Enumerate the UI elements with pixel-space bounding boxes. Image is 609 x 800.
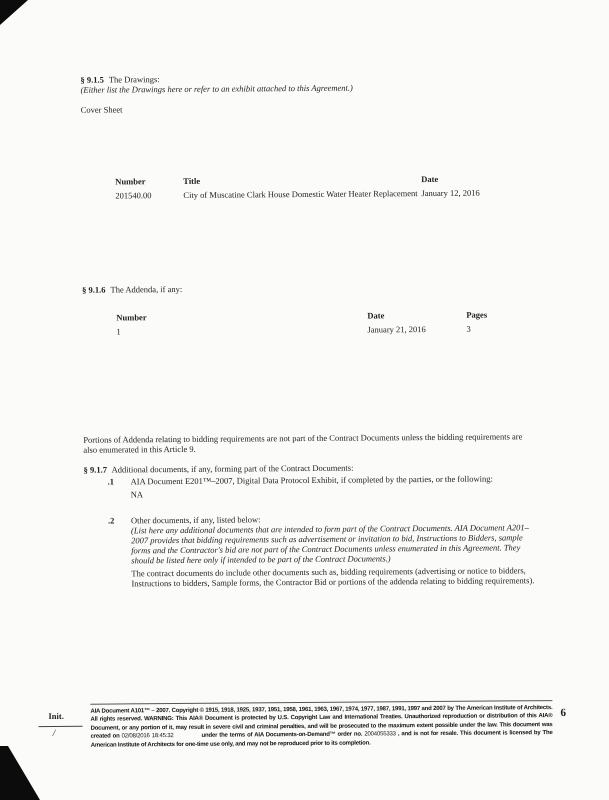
footer-legal-text <box>90 704 552 750</box>
document-body <box>80 71 536 589</box>
page-number: 6 <box>560 706 567 719</box>
drawings-table <box>115 173 533 200</box>
legal-text-part-1: AIA Document A101™ – 2007. Copyright © 1915, 1918, 1925, 1937, 1951, 1958, 1961, 1963, 1967, 1974, 1977, 1987, 1991, 1997 and 2007 by The American Institute of Architects. All rights reserved. WARNING: This AIA® Document is protected by U.S. Copyright Law and International Treaties. Unauthorized reproduction or distribution of this AIA® Document, or any portion of it, may result in severe civil and criminal penalties, and will be prosecuted to the maximum extent possible under the law. This document was created on <box>90 705 553 740</box>
created-on-value: 02/08/2016 18:45:32 <box>121 733 174 740</box>
column-header-number: Number <box>116 312 147 323</box>
list-item-text: AIA Document E201™–2007, Digital Data Protocol Exhibit, if completed by the parties, or the following: <box>130 473 493 487</box>
legal-text-part-3: , and is not for resale. This document is licensed by The American Institute of Architects for one-time use only, and may not be reproduced prior to its completion. <box>90 730 553 749</box>
section-9-1-5-instruction: (Either list the Drawings here or refer to an exhibit attached to this Agreement.) <box>80 82 353 95</box>
section-title: The Drawings: <box>108 74 160 85</box>
drawing-date-cell: January 12, 2016 <box>421 187 480 199</box>
column-header-pages: Pages <box>466 309 488 320</box>
section-9-1-6-heading <box>82 281 534 295</box>
section-number: § 9.1.7 <box>83 464 107 475</box>
list-item-entry: The contract documents do include other documents such as, bidding requirements (advertising or notice to bidders, Instructions to bidders, Sample forms, the Contractor Bid or portions of the addenda relating to bidding requirements). <box>131 565 535 589</box>
addenda-note-paragraph: Portions of Addenda relating to bidding requirements are not part of the Contract Documents unless the bidding requirements are also enumerated in this Article 9. <box>83 431 523 455</box>
list-item-number: .2 <box>107 515 115 526</box>
list-item-text: Other documents, if any, listed below: <box>130 514 261 526</box>
section-number: § 9.1.6 <box>82 284 106 295</box>
initials-mark: / <box>52 728 56 739</box>
list-item-value: NA <box>130 489 144 500</box>
initials-label: Init. <box>48 710 64 722</box>
section-number: § 9.1.5 <box>80 74 104 85</box>
addendum-number-cell: 1 <box>116 326 121 337</box>
column-header-date: Date <box>421 173 439 185</box>
drawing-number-cell: 201540.00 <box>115 190 152 201</box>
initials-line <box>39 726 83 727</box>
order-number-value: 2004055333 <box>364 731 396 738</box>
list-item-2 <box>108 512 537 588</box>
addendum-pages-cell: 3 <box>466 323 471 334</box>
drawing-title-cell: City of Muscatine Clark House Domestic Water Heater Replacement <box>183 188 418 200</box>
initials-block <box>38 711 84 739</box>
column-header-date: Date <box>367 310 385 321</box>
section-9-1-7-heading <box>84 461 536 475</box>
list-item-instruction: (List here any additional documents that are intended to form part of the Contract Documents. AIA Document A201–2007 provides that bidding requirements such as advertisement or invitation to bid, Instructions to Bidders, sample forms and the Contractor's bid are not part of the Contract Documents unless enumerated in this Agreement. They should be listed here only if intended to be part of the Contract Documents.) <box>130 522 529 566</box>
list-item-number: .1 <box>107 476 115 487</box>
cover-sheet-entry: Cover Sheet <box>80 104 123 115</box>
list-item-1 <box>108 473 536 499</box>
column-header-number: Number <box>115 176 146 187</box>
addenda-table <box>116 309 534 336</box>
section-title: The Addenda, if any: <box>110 283 183 295</box>
legal-text-part-2: under the terms of AIA Documents-on-Demand™ order no. <box>201 731 363 740</box>
section-title: Additional documents, if any, forming part of the Contract Documents: <box>111 462 354 475</box>
addendum-date-cell: January 21, 2016 <box>367 324 426 335</box>
column-header-title: Title <box>183 175 201 186</box>
